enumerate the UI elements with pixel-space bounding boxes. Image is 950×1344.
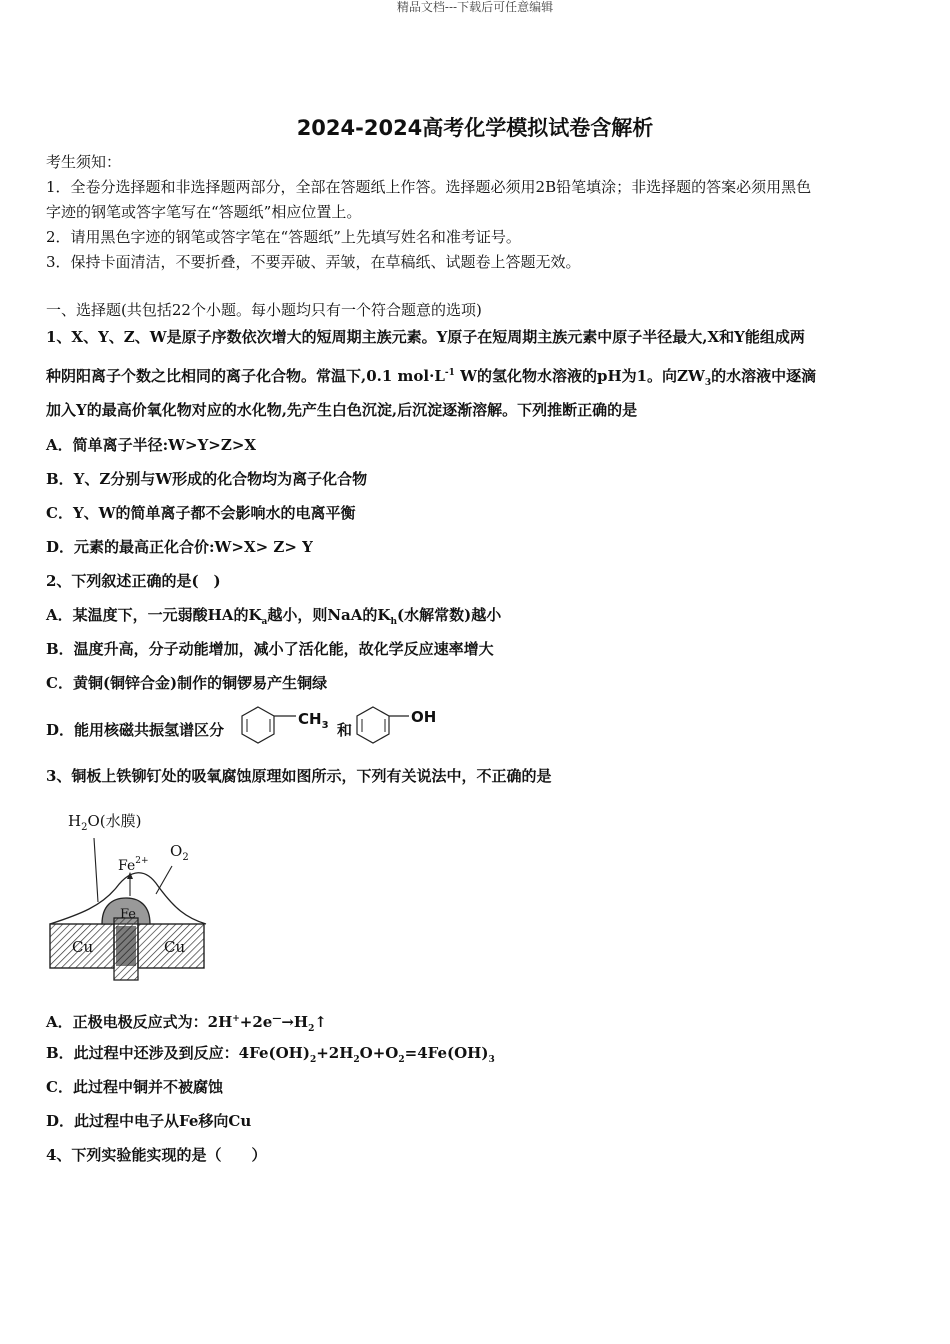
- q1-option-a: A．简单离子半径:W>Y>Z>X: [46, 436, 257, 454]
- q2-option-d-and: 和: [337, 721, 353, 739]
- notice-item-3: 3．保持卡面清洁，不要折叠，不要弄破、弄皱，在草稿纸、试题卷上答题无效。: [46, 253, 581, 271]
- toluene-label: $CH_3$: [298, 710, 329, 731]
- cu-right-label: Cu: [164, 938, 186, 956]
- q1-stem-line1: 1、X、Y、Z、W是原子序数依次增大的短周期主族元素。Y原子在短周期主族元素中原子半径最大,X和Y能组成两: [46, 328, 805, 346]
- q1-option-c: C．Y、W的简单离子都不会影响水的电离平衡: [46, 504, 356, 522]
- section-heading: 一、选择题(共包括22个小题。每小题均只有一个符合题意的选项): [46, 301, 482, 319]
- q3-stem: 3、铜板上铁铆钉处的吸氧腐蚀原理如图所示，下列有关说法中，不正确的是: [46, 767, 552, 785]
- q3-option-b: B．此过程中还涉及到反应：$4Fe(OH)_2+2H_2O+O_2=4Fe(OH)_3$: [46, 1044, 495, 1065]
- q1-option-b: B．Y、Z分别与W形成的化合物均为离子化合物: [46, 470, 368, 488]
- water-film-label: $H_2O$(水膜): [68, 812, 142, 833]
- q2-option-a: A．某温度下，一元弱酸HA的$K_a$越小，则NaA的$K_h$(水解常数)越小: [46, 606, 502, 627]
- q3-option-c: C．此过程中铜并不被腐蚀: [46, 1078, 223, 1096]
- page-title: 2024-2024高考化学模拟试卷含解析: [296, 116, 654, 140]
- phenol-structure-icon: [355, 704, 445, 748]
- notice-item-1a: 1．全卷分选择题和非选择题两部分，全部在答题纸上作答。选择题必须用2B铅笔填涂；非选择题的答案必须用黑色: [46, 178, 812, 196]
- fe2-ion-label: $Fe^{2+}$: [118, 856, 149, 874]
- corrosion-diagram: [46, 806, 216, 982]
- cu-left-label: Cu: [72, 938, 94, 956]
- q1-stem-line2: 种阴阳离子个数之比相同的离子化合物。常温下,0.1 $mol\cdot L^{-1}$ W的氢化物水溶液的pH为1。向$ZW_3$的水溶液中逐滴: [46, 367, 817, 388]
- phenol-label: OH: [411, 708, 437, 726]
- q3-option-d: D．此过程中电子从Fe移向Cu: [46, 1112, 252, 1130]
- q1-stem-line3: 加入Y的最高价氧化物对应的水化物,先产生白色沉淀,后沉淀逐渐溶解。下列推断正确的是: [46, 401, 638, 419]
- q4-stem: 4、下列实验能实现的是（ ）: [46, 1146, 267, 1164]
- fe-label: Fe: [120, 907, 137, 922]
- toluene-structure-icon: [240, 704, 340, 748]
- page-header: 精品文档---下载后可任意编辑: [396, 0, 554, 14]
- q1-option-d: D．元素的最高正化合价:W>X> Z> Y: [46, 538, 313, 556]
- q2-option-b: B．温度升高，分子动能增加，减小了活化能，故化学反应速率增大: [46, 640, 494, 658]
- notice-item-1b: 字迹的钢笔或答字笔写在“答题纸”相应位置上。: [46, 203, 362, 221]
- q3-option-a: A．正极电极反应式为：$2H^++2e^—\to H_2↑$: [46, 1013, 327, 1034]
- notice-heading: 考生须知：: [46, 153, 122, 171]
- q2-stem: 2、下列叙述正确的是( ): [46, 572, 221, 590]
- notice-item-2: 2．请用黑色字迹的钢笔或答字笔在“答题纸”上先填写姓名和准考证号。: [46, 228, 521, 246]
- q2-option-d-text: D．能用核磁共振氢谱区分: [46, 721, 225, 739]
- q2-option-c: C．黄铜(铜锌合金)制作的铜锣易产生铜绿: [46, 674, 328, 692]
- oxygen-label: $O_2$: [170, 842, 189, 863]
